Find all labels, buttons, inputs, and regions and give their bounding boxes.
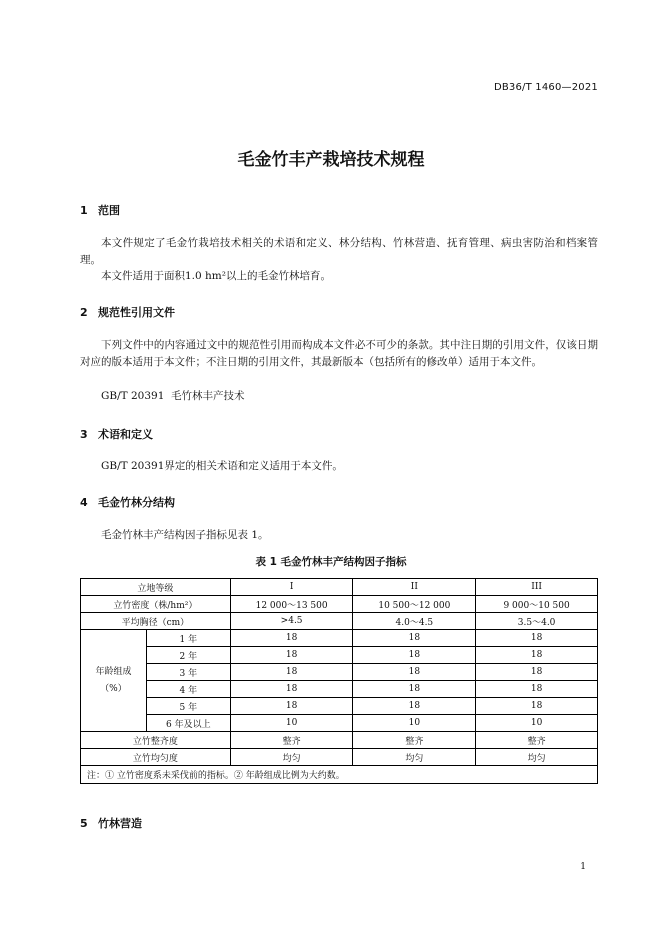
table-cell: 3.5～4.0 — [476, 613, 598, 630]
section-4-heading — [80, 494, 175, 510]
section-title: 范围 — [98, 204, 120, 217]
table-row — [81, 749, 598, 766]
table-cell: 9 000～10 500 — [476, 596, 598, 613]
table-note: 注：① 立竹密度系未采伐前的指标。② 年龄组成比例为大约数。 — [81, 766, 598, 784]
table-cell: 18 — [476, 681, 598, 698]
section-title: 毛金竹林分结构 — [98, 496, 175, 509]
page-number: 1 — [580, 862, 586, 872]
table-caption: 表 1 毛金竹林丰产结构因子指标 — [255, 556, 407, 568]
table-cell: III — [476, 579, 598, 596]
table-cell: 10 — [476, 715, 598, 732]
table-cell: 18 — [353, 630, 476, 647]
table-cell: 18 — [230, 647, 353, 664]
section-title: 术语和定义 — [98, 428, 153, 441]
table-cell: 1 年 — [146, 630, 230, 647]
table-row — [81, 647, 598, 664]
table-cell: 10 500～12 000 — [353, 596, 476, 613]
document-code: DB36/T 1460—2021 — [493, 82, 598, 93]
document-title: 毛金竹丰产栽培技术规程 — [237, 150, 425, 170]
table-row — [81, 630, 598, 647]
section-5-heading — [80, 815, 142, 831]
table-cell: 18 — [230, 664, 353, 681]
table-cell: 平均胸径（cm） — [81, 613, 231, 630]
table-cell: 18 — [476, 664, 598, 681]
table-row — [81, 681, 598, 698]
table-cell: 6 年及以上 — [146, 715, 230, 732]
table-row — [81, 732, 598, 749]
table-cell: 18 — [476, 647, 598, 664]
section-number: 4 — [80, 496, 88, 509]
section-3-heading — [80, 426, 153, 442]
table-cell: 18 — [476, 630, 598, 647]
table-cell: 立竹整齐度 — [81, 732, 231, 749]
age-label-line-1: 年龄组成 — [95, 666, 132, 677]
table-cell: 18 — [353, 681, 476, 698]
table-cell: 4 年 — [146, 681, 230, 698]
table-cell: I — [230, 579, 353, 596]
section-3-paragraph-1: GB/T 20391界定的相关术语和定义适用于本文件。 — [101, 460, 343, 472]
table-cell: 均匀 — [476, 749, 598, 766]
age-label-line-2: （%） — [100, 683, 127, 694]
table-cell: 立地等级 — [81, 579, 231, 596]
section-number: 5 — [80, 817, 88, 830]
section-2-reference: GB/T 20391 毛竹林丰产技术 — [101, 390, 245, 402]
section-title: 规范性引用文件 — [98, 306, 175, 319]
section-4-paragraph-1: 毛金竹林丰产结构因子指标见表 1。 — [101, 529, 269, 541]
table-cell: 18 — [230, 630, 353, 647]
table-row — [81, 596, 598, 613]
table-cell: 立竹均匀度 — [81, 749, 231, 766]
table-cell: 12 000～13 500 — [230, 596, 353, 613]
table-cell: 整齐 — [353, 732, 476, 749]
table-row — [81, 664, 598, 681]
table-row — [81, 613, 598, 630]
section-number: 2 — [80, 306, 88, 319]
table-cell: 18 — [230, 698, 353, 715]
table-cell: 均匀 — [230, 749, 353, 766]
table-cell: 18 — [476, 698, 598, 715]
table-cell: 整齐 — [476, 732, 598, 749]
table-cell: 4.0～4.5 — [353, 613, 476, 630]
table-cell: 整齐 — [230, 732, 353, 749]
section-1-heading — [80, 202, 120, 218]
section-1-paragraph-1: 本文件规定了毛金竹栽培技术相关的术语和定义、林分结构、竹林营造、抚育管理、病虫害防治和档案管理。 — [80, 237, 598, 266]
table-cell: >4.5 — [230, 613, 353, 630]
structure-factor-table — [80, 578, 598, 784]
table-cell: 均匀 — [353, 749, 476, 766]
age-composition-label — [81, 630, 147, 732]
table-cell: 3 年 — [146, 664, 230, 681]
table-cell: 立竹密度（株/hm²） — [81, 596, 231, 613]
section-1-paragraph-2: 本文件适用于面积1.0 hm²以上的毛金竹林培育。 — [101, 270, 331, 282]
section-number: 3 — [80, 428, 88, 441]
table-cell: 18 — [353, 664, 476, 681]
table-cell: II — [353, 579, 476, 596]
table-cell: 10 — [230, 715, 353, 732]
table-row — [81, 698, 598, 715]
section-2-paragraph-1: 下列文件中的内容通过文中的规范性引用而构成本文件必不可少的条款。其中注日期的引用文件，仅该日期对应的版本适用于本文件；不注日期的引用文件，其最新版本（包括所有的修改单）适用于本文件。 — [80, 339, 598, 368]
table-cell: 18 — [230, 681, 353, 698]
section-title: 竹林营造 — [98, 817, 142, 830]
table-row — [81, 715, 598, 732]
table-cell: 5 年 — [146, 698, 230, 715]
section-number: 1 — [80, 204, 88, 217]
table-cell: 2 年 — [146, 647, 230, 664]
section-2-heading — [80, 304, 175, 320]
table-note-row — [81, 766, 598, 784]
table-header-row — [81, 579, 598, 596]
table-cell: 10 — [353, 715, 476, 732]
table-cell: 18 — [353, 698, 476, 715]
table-cell: 18 — [353, 647, 476, 664]
